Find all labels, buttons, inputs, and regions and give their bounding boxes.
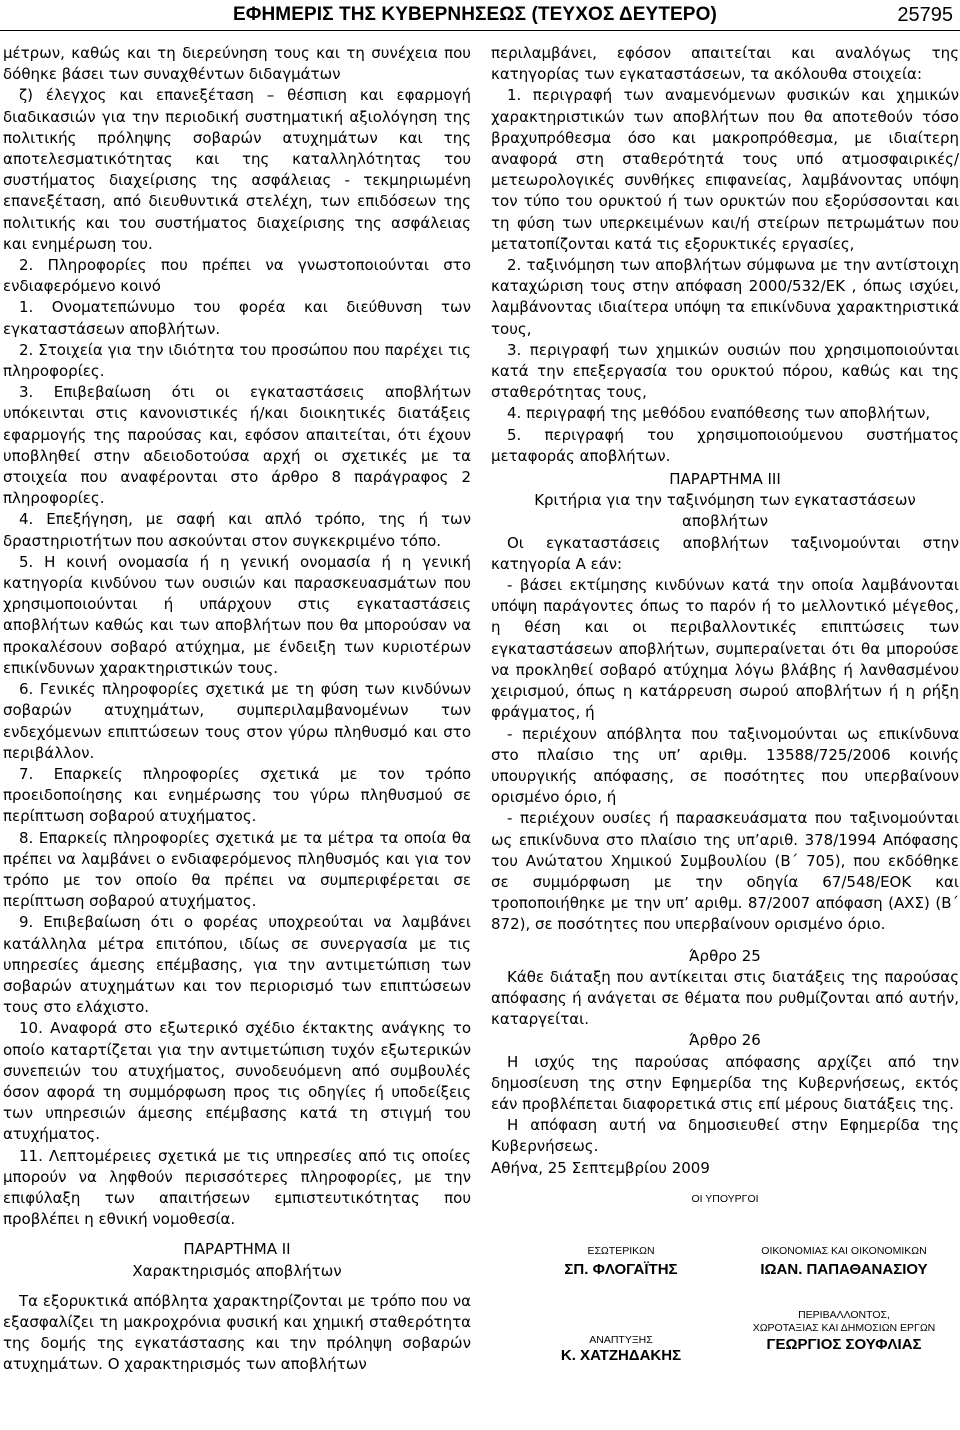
minister-name: ΣΠ. ΦΛΟΓΑΪΤΗΣ [564,1260,678,1278]
list-item: 2. Στοιχεία για την ιδιότητα του προσώπου που παρέχει τις πληροφορίες. [3,340,471,381]
gazette-title: ΕΦΗΜΕΡΙΣ ΤΗΣ ΚΥΒΕΡΝΗΣΕΩΣ (ΤΕΥΧΟΣ ΔΕΥΤΕΡΟ) [233,4,717,25]
article-25-text: Κάθε διάταξη που αντίκειται στις διατάξεις της παρούσας απόφασης ή ανάγεται σε θέματα που ρυθμίζονται από αυτήν, καταργείται. [491,967,959,1029]
annex-3-title: ΠΑΡΑΡΤΗΜΑ ΙΙΙ [669,470,781,489]
article-26-title: Άρθρο 26 [689,1031,761,1050]
paragraph: Η ισχύς της παρούσας απόφασης αρχίζει από την δημοσίευση της στην Εφημερίδα της Κυβερνήσεως, εκτός εάν προβλέπεται διαφορετικά στις επί μέρους διατάξεις της. [491,1052,959,1113]
list-item: 1. Ονοματεπώνυμο του φορέα και διεύθυνση των εγκαταστάσεων αποβλήτων. [3,298,471,338]
page-number: 25795 [897,4,953,26]
list-item: 8. Επαρκείς πληροφορίες σχετικά με τα μέτρα τα οποία θα πρέπει να λαμβάνει ο ενδιαφερόμενος πληθυσμός και για τον τρόπο με τον οποίο θα πρέπει να συμπεριφέρεται σε περίπτωση σοβαρού ατυχήματος. [3,828,471,911]
annex-3-subtitle: Κριτήρια για την ταξινόμηση των εγκαταστάσεων αποβλήτων [534,491,916,531]
minister-role: ΑΝΑΠΤΥΞΗΣ [589,1333,653,1346]
list-item: - περιέχουν ουσίες ή παρασκευάσματα που ταξινομούνται ως επικίνδυνα στο πλαίσιο της υπ’αριθ. 378/1994 Απόφασης του Ανώτατου Χημικού Συμβουλίου (Β΄ 705), που εκδόθηκε σε συμμόρφωση με την οδηγία 67/548/ΕΟΚ και τροποποιήθηκε με την υπ’ αριθμ. 87/2007 απόφαση (ΑΧΣ) (Β΄ 872), σε ποσότητες που υπερβαίνουν ορισμένο όριο. [491,809,959,934]
list-item: 3. περιγραφή των χημικών ουσιών που χρησιμοποιούνται κατά την επεξεργασία του ορυκτού πόρου, καθώς και της σταθερότητας τους, [491,340,959,402]
paragraph: Η απόφαση αυτή να δημοσιευθεί στην Εφημερίδα της Κυβερνήσεως. [491,1116,959,1156]
list-item: 5. περιγραφή του χρησιμοποιούμενου συστήματος μεταφοράς αποβλήτων. [491,425,959,465]
minister-role: ΕΣΩΤΕΡΙΚΩΝ [587,1244,655,1257]
signature-block [491,1179,959,1379]
minister-name: ΓΕΩΡΓΙΟΣ ΣΟΥΦΛΙΑΣ [766,1335,922,1353]
ministers-heading: ΟΙ ΥΠΟΥΡΓΟΙ [691,1192,759,1205]
list-item: 4. Επεξήγηση, με σαφή και απλό τρόπο, της ή των δραστηριοτήτων που ασκούνται στον συγκεκριμένο τόπο. [3,510,471,550]
minister-role: ΟΙΚΟΝΟΜΙΑΣ ΚΑΙ ΟΙΚΟΝΟΜΙΚΩΝ [761,1244,927,1257]
page-header [0,0,960,31]
list-item: 5. Η κοινή ονομασία ή η γενική ονομασία ή η γενική κατηγορία κινδύνου των ουσιών και παρασκευασμάτων που χρησιμοποιούνται ή υπάρχουν στις εγκαταστάσεις αποβλήτων καθώς και των αποβλήτων που θα μπορούσαν να προκαλέσουν σοβαρό ατύχημα, με ένδειξη των κυριοτέρων επικίνδυνων χαρακτηριστικών τους. [3,552,471,677]
annex-2-text: Τα εξορυκτικά απόβλητα χαρακτηρίζονται με τρόπο που να εξασφαλίζει τη μακροχρόνια φυσική και χημική σταθερότητα της δομής της εγκατάστασης και την πρόληψη σοβαρών ατυχημάτων. Ο χαρακτηρισμός των αποβλήτων [3,1291,471,1374]
list-item: 4. περιγραφή της μεθόδου εναπόθεσης των αποβλήτων, [507,404,931,423]
list-item: 6. Γενικές πληροφορίες σχετικά με τη φύση των κινδύνων σοβαρών ατυχημάτων, συμπεριλαμβανομένων των ενδεχόμενων επιπτώσεων τους στον γύρω πληθυσμό και στο περιβάλλον. [3,680,471,762]
minister-name: ΙΩΑΝ. ΠΑΠΑΘΑΝΑΣΙΟΥ [760,1260,928,1278]
paragraph: μέτρων, καθώς και τη διερεύνηση τους και τη συνέχεια που δόθηκε βάσει των συναχθέντων διδαγμάτων [3,44,471,84]
right-column [491,43,959,1379]
list-item: - βάσει εκτίμησης κινδύνων κατά την οποία λαμβάνονται υπόψη παράγοντες όπως το παρόν ή το μελλοντικό μέγεθος, η θέση και οι περιβαλλοντικές επιπτώσεις των εγκαταστάσεων αποβλήτων, συμπεραίνεται ότι θα μπορούσε να προκληθεί σοβαρό ατύχημα λόγω βλάβης ή λανθασμένου χειρισμού, όπως η κατάρρευση σωρού αποβλήτων ή η ρήξη φράγματος, ή [491,576,959,722]
annex-2-title: ΠΑΡΑΡΤΗΜΑ ΙΙ [183,1240,291,1259]
annex-2-subtitle: Χαρακτηρισμός αποβλήτων [132,1261,342,1280]
left-column [3,43,471,1376]
list-item: - περιέχουν απόβλητα που ταξινομούνται ως επικίνδυνα στο πλαίσιο της υπ’ αριθμ. 13588/725/2006 κοινής υπουργικής απόφασης, σε ποσότητες που υπερβαίνουν ορισμένο όριο, ή [491,724,959,807]
article-25-title: Άρθρο 25 [689,946,761,965]
minister-role: ΧΩΡΟΤΑΞΙΑΣ ΚΑΙ ΔΗΜΟΣΙΩΝ ΕΡΓΩΝ [752,1321,936,1334]
list-item: 1. περιγραφή των αναμενόμενων φυσικών και χημικών χαρακτηριστικών των αποβλήτων που θα αποτεθούν τόσο βραχυπρόθεσμα όσο και μακροπρόθεσμα, με ιδιαίτερη αναφορά στη σταθερότητά τους υπό ατμοσφαιρικές/μετεωρολογικές συνθήκες επιφανείας, λαμβάνοντας υπόψη τον τύπο του ορυκτού ή των ορυκτών που εξορύσσονται και τη φύση των υπερκειμένων και/ή στείρων πετρωμάτων που μετατοπίζονται κατά τις εξορυκτικές εργασίες, [491,86,959,253]
section-heading: 2. Πληροφορίες που πρέπει να γνωστοποιούνται στο ενδιαφερόμενο κοινό [3,256,471,296]
paragraph: ζ) έλεγχος και επανεξέταση – θέσπιση και εφαρμογή διαδικασιών για την περιοδική συστηματική αξιολόγηση της πολιτικής πρόληψης σοβαρών ατυχημάτων και της αποτελεσματικότητας και της καταλληλότητας του συστήματος διαχείρισης της ασφάλειας - τεκμηριωμένη επανεξέταση, από διευθυντικά στελέχη, των επιδόσεων της πολιτικής και του συστήματος διαχείρισης της ασφάλειας και ενημέρωση του. [3,86,471,253]
list-item: 3. Επιβεβαίωση ότι οι εγκαταστάσεις αποβλήτων υπόκεινται στις κανονιστικές ή/και διοικητικές διατάξεις εφαρμογής της παρούσας και, εφόσον απαιτείται, ότι έχουν υποβληθεί στην αδειοδοτούσα αρχή οι σχετικές με τα στοιχεία που αναφέρονται στο άρθρο 8 παράγραφος 2 πληροφορίες. [3,383,471,508]
list-item: 10. Αναφορά στο εξωτερικό σχέδιο έκτακτης ανάγκης το οποίο καταρτίζεται για την αντιμετώπιση τυχόν εξωτερικών συνεπειών του ατυχήματος, συνοδευόμενη από συμβουλές όσον αφορά τη συμμόρφωση προς τις οδηγίες ή υποδείξεις των υπηρεσιών άμεσης επέμβασης κατά τη στιγμή του ατυχήματος. [3,1019,471,1144]
paragraph: Οι εγκαταστάσεις αποβλήτων ταξινομούνται στην κατηγορία Α εάν: [491,533,959,573]
signing-date: Αθήνα, 25 Σεπτεμβρίου 2009 [491,1158,710,1177]
list-item: 11. Λεπτομέρειες σχετικά με τις υπηρεσίες από τις οποίες μπορούν να ληφθούν περισσότερες πληροφορίες, με την επιφύλαξη των απαιτήσεων εμπιστευτικότητας που προβλέπει η εθνική νομοθεσία. [3,1146,471,1229]
list-item: 2. ταξινόμηση των αποβλήτων σύμφωνα με την αντίστοιχη καταχώριση τους στην απόφαση 2000/532/ΕΚ , όπως ισχύει, λαμβάνοντας ιδιαίτερα υπόψη τα επικίνδυνα χαρακτηριστικά τους, [491,256,959,338]
paragraph: περιλαμβάνει, εφόσον απαιτείται και αναλόγως της κατηγορίας των εγκαταστάσεων, τα ακόλουθα στοιχεία: [491,44,959,84]
minister-role: ΠΕΡΙΒΑΛΛΟΝΤΟΣ, [798,1308,890,1321]
list-item: 7. Επαρκείς πληροφορίες σχετικά με τον τρόπο προειδοποίησης και ενημέρωσης του γύρω πληθυσμού σε περίπτωση σοβαρού ατυχήματος. [3,764,471,826]
list-item: 9. Επιβεβαίωση ότι ο φορέας υποχρεούται να λαμβάνει κατάλληλα μέτρα επιτόπου, ιδίως σε συνεργασία με τις υπηρεσίες άμεσης επέμβασης, για την αντιμετώπιση των σοβαρών ατυχημάτων και τον περιορισμό των επιπτώσεων τους στο ελάχιστο. [3,913,471,1017]
minister-name: Κ. ΧΑΤΖΗΔΑΚΗΣ [560,1346,682,1364]
